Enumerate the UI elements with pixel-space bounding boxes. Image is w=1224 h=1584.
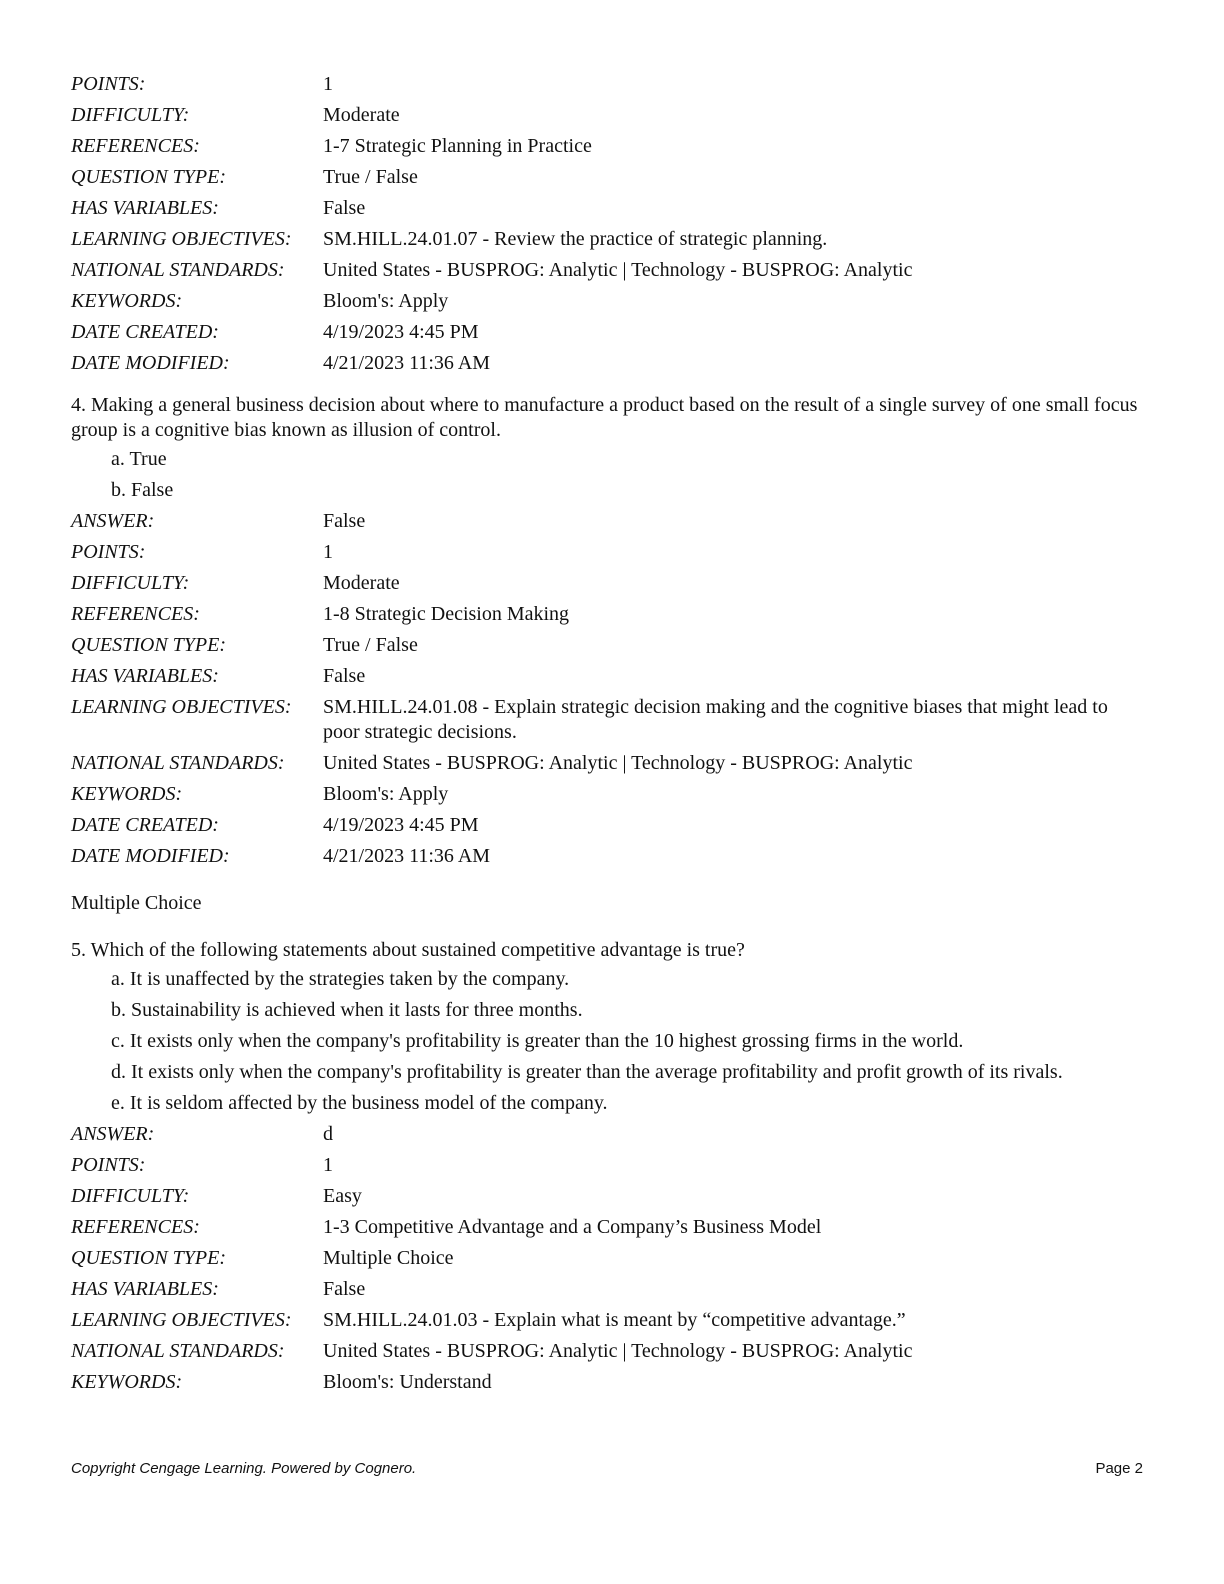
meta-label: DIFFICULTY: (71, 1185, 190, 1207)
meta-row-date-created (71, 320, 1146, 345)
meta-value: Bloom's: Apply (323, 783, 449, 805)
meta-label: REFERENCES: (71, 135, 200, 157)
meta-row-has-variables (71, 196, 1146, 221)
meta-value: False (323, 197, 366, 219)
document-page (71, 72, 1146, 1401)
meta-row-keywords (71, 289, 1146, 314)
meta-value: Multiple Choice (323, 1247, 454, 1269)
meta-row-references (71, 1215, 1146, 1240)
meta-value: False (323, 1278, 366, 1300)
meta-row-points (71, 540, 1146, 565)
meta-row-learning-objectives (71, 227, 1146, 252)
meta-value: 1 (323, 1154, 333, 1176)
answer-option-c: c. It exists only when the company's profitability is greater than the 10 highest grossing firms in the world. (111, 1030, 964, 1052)
meta-value: 1-8 Strategic Decision Making (323, 603, 570, 625)
meta-label: DIFFICULTY: (71, 104, 190, 126)
meta-row-question-type (71, 633, 1146, 658)
meta-label: POINTS: (71, 1154, 146, 1176)
meta-value: 4/21/2023 11:36 AM (323, 845, 491, 867)
meta-row-national-standards (71, 751, 1146, 776)
meta-row-learning-objectives (71, 1308, 1146, 1333)
meta-row-difficulty (71, 571, 1146, 596)
meta-value: Easy (323, 1185, 362, 1207)
meta-row-references (71, 134, 1146, 159)
meta-value: Bloom's: Apply (323, 290, 449, 312)
meta-row-question-type (71, 1246, 1146, 1271)
meta-value: 1-7 Strategic Planning in Practice (323, 135, 592, 157)
meta-label: LEARNING OBJECTIVES: (71, 1309, 292, 1331)
meta-value: 1 (323, 73, 333, 95)
meta-row-date-modified (71, 844, 1146, 869)
answer-option-d: d. It exists only when the company's profitability is greater than the average profitability and profit growth of its rivals. (111, 1061, 1063, 1083)
meta-label: LEARNING OBJECTIVES: (71, 228, 292, 250)
meta-value: True / False (323, 166, 418, 188)
question-text: 4. Making a general business decision about where to manufacture a product based on the result of a single survey of one small focus group is a cognitive bias known as illusion of control. (71, 394, 1138, 441)
meta-row-references (71, 602, 1146, 627)
meta-label: POINTS: (71, 73, 146, 95)
meta-label: HAS VARIABLES: (71, 197, 219, 219)
meta-row-keywords (71, 782, 1146, 807)
question-5 (71, 938, 1146, 1395)
meta-row-answer (71, 1122, 1146, 1147)
meta-label: NATIONAL STANDARDS: (71, 259, 285, 281)
meta-label: HAS VARIABLES: (71, 665, 219, 687)
meta-label: KEYWORDS: (71, 783, 183, 805)
meta-value: True / False (323, 634, 418, 656)
meta-row-difficulty (71, 103, 1146, 128)
question-5-metadata (71, 1122, 1146, 1395)
copyright-notice: Copyright Cengage Learning. Powered by Cognero. (71, 1460, 417, 1477)
meta-row-question-type (71, 165, 1146, 190)
meta-value: 1 (323, 541, 333, 563)
meta-label: REFERENCES: (71, 603, 200, 625)
page-footer (71, 1460, 1143, 1477)
meta-value: 4/19/2023 4:45 PM (323, 814, 479, 836)
meta-label: DATE CREATED: (71, 814, 219, 836)
meta-value: SM.HILL.24.01.03 - Explain what is meant by “competitive advantage.” (323, 1309, 906, 1331)
meta-row-date-created (71, 813, 1146, 838)
meta-value: 4/19/2023 4:45 PM (323, 321, 479, 343)
meta-label: POINTS: (71, 541, 146, 563)
meta-value: False (323, 510, 366, 532)
meta-value: False (323, 665, 366, 687)
meta-row-has-variables (71, 664, 1146, 689)
meta-row-keywords (71, 1370, 1146, 1395)
meta-value: United States - BUSPROG: Analytic | Technology - BUSPROG: Analytic (323, 259, 913, 281)
meta-label: REFERENCES: (71, 1216, 200, 1238)
meta-label: QUESTION TYPE: (71, 1247, 227, 1269)
section-title: Multiple Choice (71, 892, 202, 914)
meta-label: DATE CREATED: (71, 321, 219, 343)
meta-value: United States - BUSPROG: Analytic | Technology - BUSPROG: Analytic (323, 752, 913, 774)
meta-value: 1-3 Competitive Advantage and a Company’s Business Model (323, 1216, 822, 1238)
meta-value: SM.HILL.24.01.07 - Review the practice of strategic planning. (323, 228, 828, 250)
answer-option-a: a. It is unaffected by the strategies taken by the company. (111, 968, 570, 990)
meta-row-points (71, 72, 1146, 97)
meta-label: NATIONAL STANDARDS: (71, 752, 285, 774)
meta-label: DIFFICULTY: (71, 572, 190, 594)
question-text: 5. Which of the following statements about sustained competitive advantage is true? (71, 939, 745, 961)
answer-option-e: e. It is seldom affected by the business model of the company. (111, 1092, 608, 1114)
question-4-metadata (71, 509, 1146, 869)
meta-row-national-standards (71, 1339, 1146, 1364)
meta-value: Moderate (323, 572, 400, 594)
page-number: Page 2 (1095, 1460, 1143, 1477)
meta-label: ANSWER: (71, 510, 155, 532)
meta-label: DATE MODIFIED: (71, 845, 230, 867)
meta-value: Moderate (323, 104, 400, 126)
question-4 (71, 393, 1146, 869)
meta-label: QUESTION TYPE: (71, 634, 227, 656)
meta-value: United States - BUSPROG: Analytic | Technology - BUSPROG: Analytic (323, 1340, 913, 1362)
meta-label: HAS VARIABLES: (71, 1278, 219, 1300)
meta-value: Bloom's: Understand (323, 1371, 492, 1393)
answer-option-b: b. Sustainability is achieved when it lasts for three months. (111, 999, 583, 1021)
meta-row-date-modified (71, 351, 1146, 376)
meta-label: KEYWORDS: (71, 290, 183, 312)
meta-value: d (323, 1123, 333, 1145)
meta-label: QUESTION TYPE: (71, 166, 227, 188)
meta-row-national-standards (71, 258, 1146, 283)
meta-row-difficulty (71, 1184, 1146, 1209)
meta-label: ANSWER: (71, 1123, 155, 1145)
meta-row-learning-objectives (71, 695, 1146, 745)
meta-value: 4/21/2023 11:36 AM (323, 352, 491, 374)
answer-option-a: a. True (111, 448, 167, 470)
meta-row-answer (71, 509, 1146, 534)
meta-label: NATIONAL STANDARDS: (71, 1340, 285, 1362)
meta-label: DATE MODIFIED: (71, 352, 230, 374)
answer-option-b: b. False (111, 479, 174, 501)
meta-row-has-variables (71, 1277, 1146, 1302)
meta-value: SM.HILL.24.01.08 - Explain strategic decision making and the cognitive biases that might lead to poor strategic decisions. (323, 696, 1108, 743)
question-3-metadata (71, 72, 1146, 376)
meta-row-points (71, 1153, 1146, 1178)
meta-label: LEARNING OBJECTIVES: (71, 696, 292, 718)
meta-label: KEYWORDS: (71, 1371, 183, 1393)
